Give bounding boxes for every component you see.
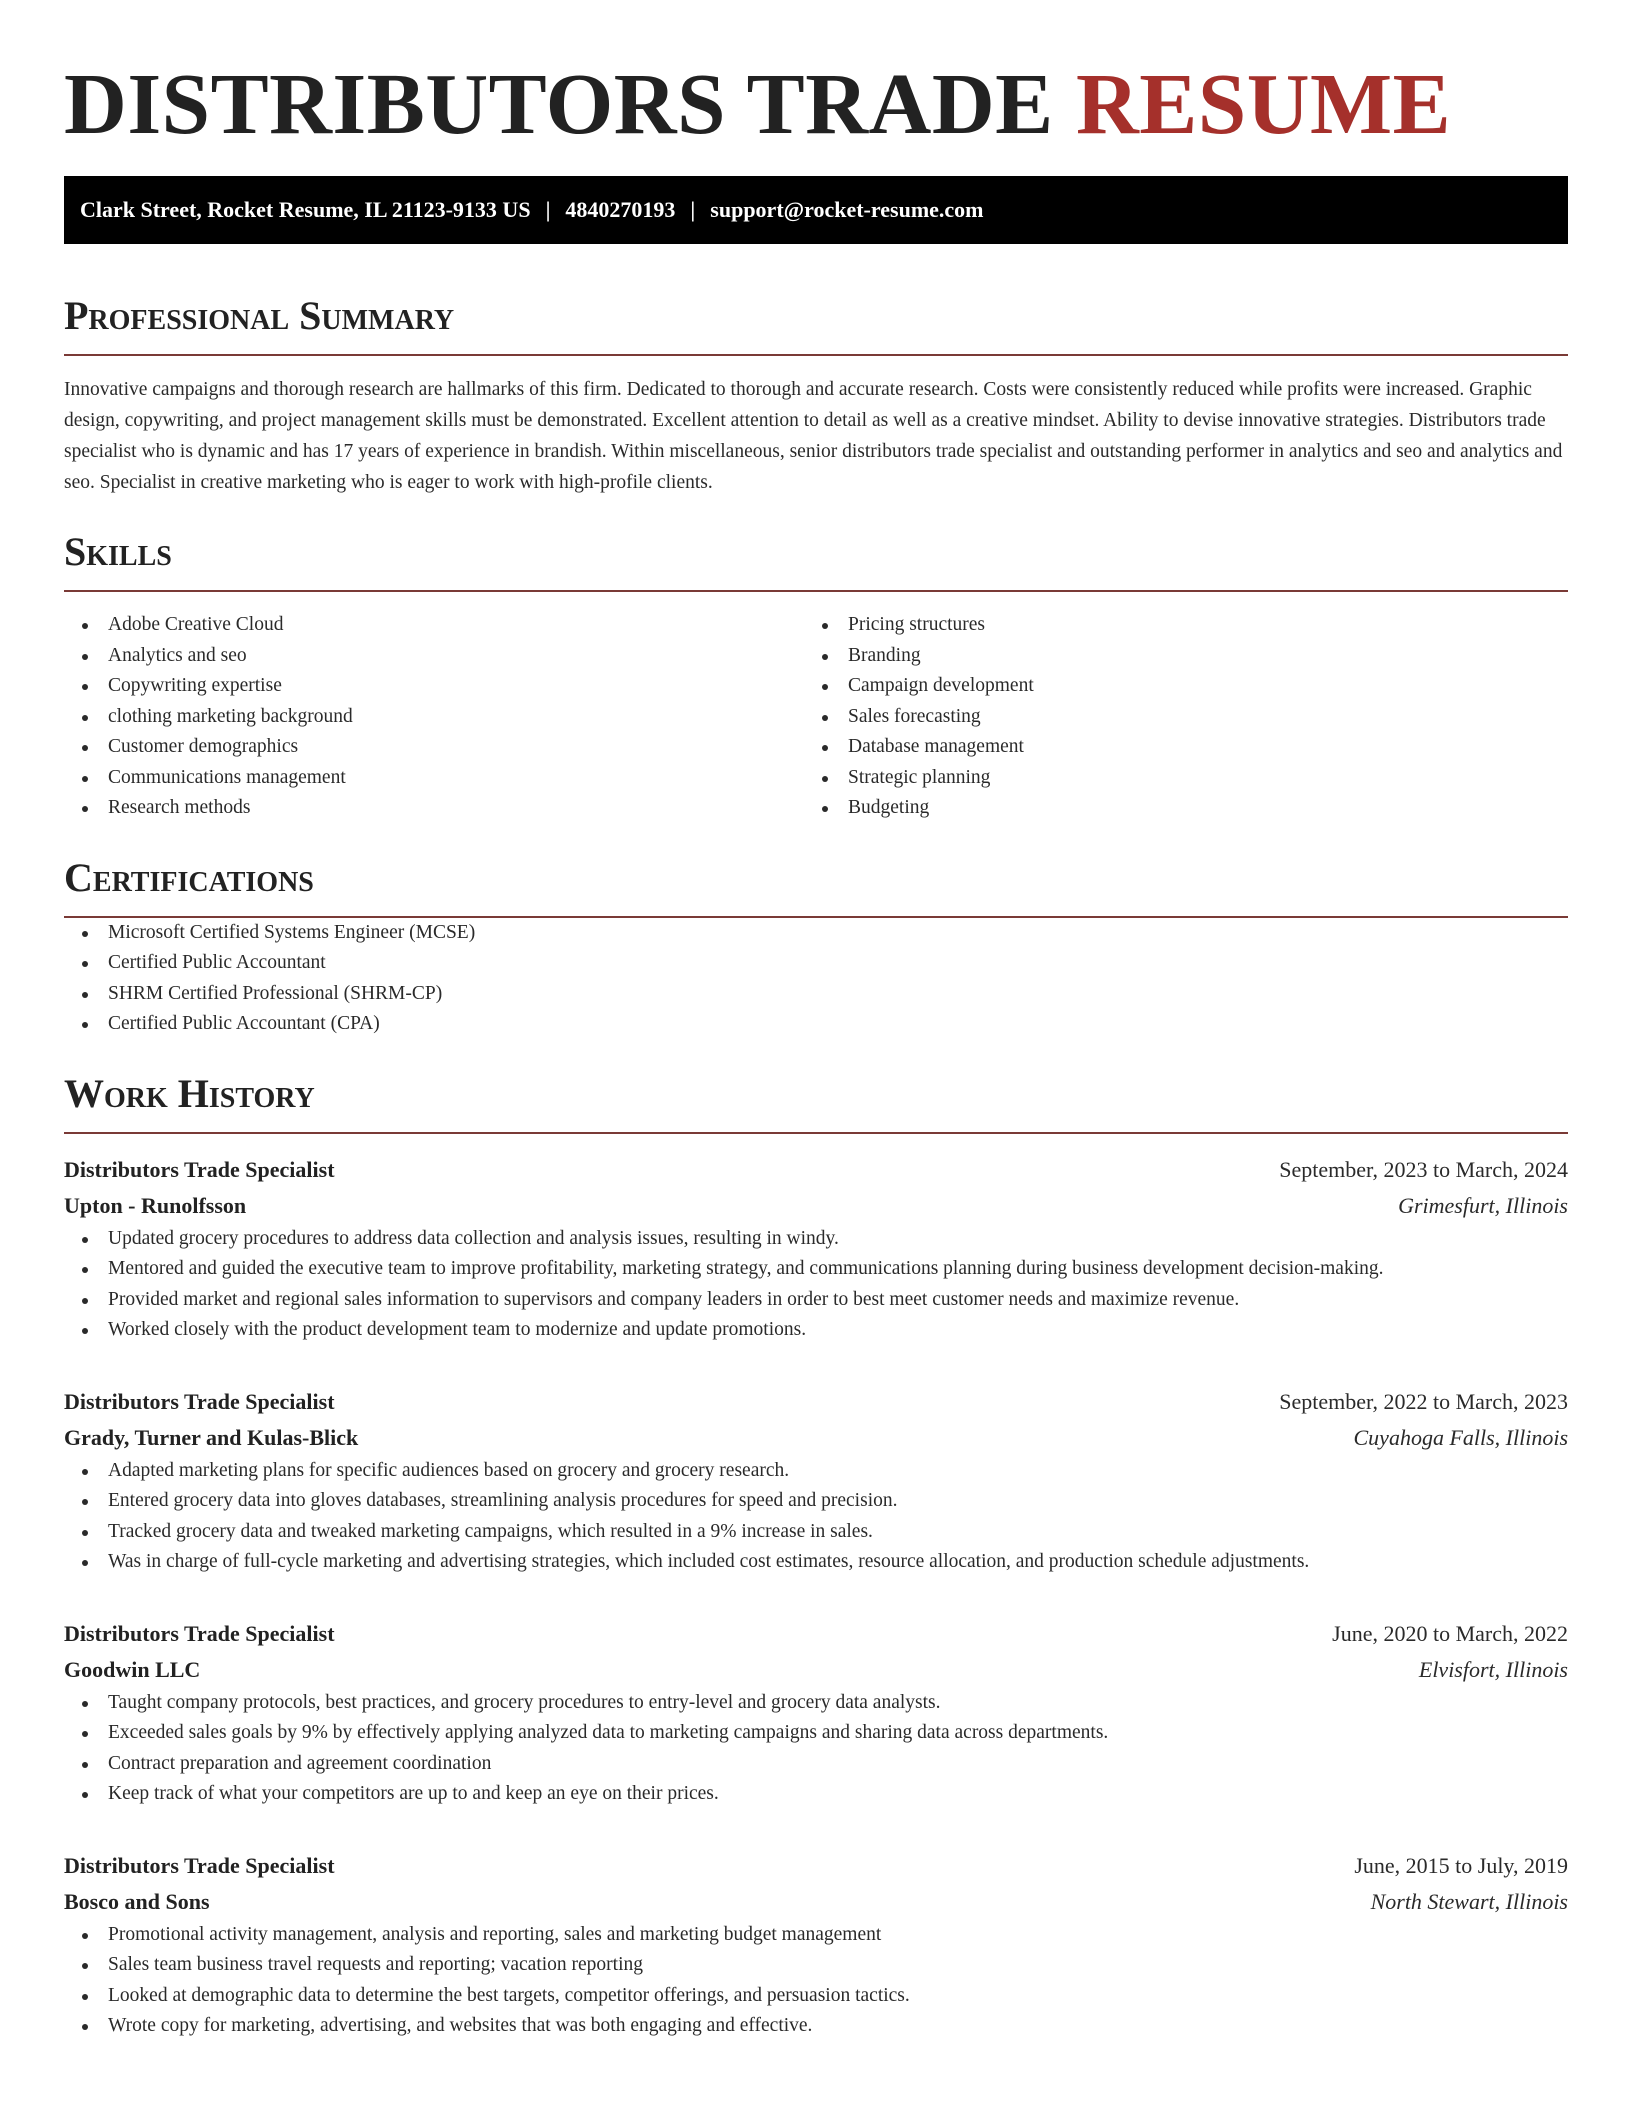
job-company: Grady, Turner and Kulas-Blick xyxy=(64,1424,359,1450)
work-history-heading: Work History xyxy=(64,1070,315,1116)
job-bullet: Looked at demographic data to determine the best targets, competitor offerings, and persuasion tactics. xyxy=(64,1981,1568,2012)
job-location: Grimesfurt, Illinois xyxy=(1398,1192,1568,1218)
skill-item: Customer demographics xyxy=(64,732,804,763)
job-bullet: Entered grocery data into gloves databases, streamlining analysis procedures for speed and precision. xyxy=(64,1486,1568,1517)
job-dates: September, 2022 to March, 2023 xyxy=(1279,1388,1568,1414)
job-company-row xyxy=(64,1652,1568,1688)
section-divider xyxy=(64,1132,1568,1134)
skill-item: Strategic planning xyxy=(804,763,1544,794)
job-bullet: Taught company protocols, best practices, and grocery procedures to entry-level and grocery data analysts. xyxy=(64,1688,1568,1719)
skill-item: Branding xyxy=(804,641,1544,672)
job-dates: June, 2015 to July, 2019 xyxy=(1354,1852,1568,1878)
job-title: Distributors Trade Specialist xyxy=(64,1852,335,1878)
job-dates: June, 2020 to March, 2022 xyxy=(1332,1620,1568,1646)
job-bullets xyxy=(64,1920,1568,2042)
job-bullet: Keep track of what your competitors are up to and keep an eye on their prices. xyxy=(64,1779,1568,1810)
job-location: North Stewart, Illinois xyxy=(1370,1888,1568,1914)
job-header-row xyxy=(64,1384,1568,1420)
job-bullet: Promotional activity management, analysis and reporting, sales and marketing budget management xyxy=(64,1920,1568,1951)
job-bullet: Sales team business travel requests and reporting; vacation reporting xyxy=(64,1950,1568,1981)
contact-email: support@rocket-resume.com xyxy=(710,197,984,222)
certification-item: Microsoft Certified Systems Engineer (MCSE) xyxy=(64,918,1568,949)
job-bullet: Contract preparation and agreement coordination xyxy=(64,1749,1568,1780)
skill-item: Pricing structures xyxy=(804,610,1544,641)
skill-item: Database management xyxy=(804,732,1544,763)
job-bullet: Tracked grocery data and tweaked marketing campaigns, which resulted in a 9% increase in sales. xyxy=(64,1517,1568,1548)
contact-address: Clark Street, Rocket Resume, IL 21123-9133 US xyxy=(80,197,531,222)
contact-bar xyxy=(64,176,1568,244)
work-history-section xyxy=(64,1070,1568,2042)
job-bullet: Wrote copy for marketing, advertising, and websites that was both engaging and effective. xyxy=(64,2011,1568,2042)
skills-column-left xyxy=(64,610,804,824)
job-header-row xyxy=(64,1616,1568,1652)
skill-item: Campaign development xyxy=(804,671,1544,702)
skills-list-right xyxy=(804,610,1544,824)
contact-phone: 4840270193 xyxy=(565,197,676,222)
job-entry xyxy=(64,1616,1568,1810)
skills-list-left xyxy=(64,610,804,824)
job-bullet: Exceeded sales goals by 9% by effectively applying analyzed data to marketing campaigns and sharing data across departments. xyxy=(64,1718,1568,1749)
job-entry xyxy=(64,1848,1568,2042)
job-title: Distributors Trade Specialist xyxy=(64,1388,335,1414)
job-company: Upton - Runolfsson xyxy=(64,1192,247,1218)
skills-column-right xyxy=(804,610,1544,824)
job-title: Distributors Trade Specialist xyxy=(64,1156,335,1182)
skill-item: Sales forecasting xyxy=(804,702,1544,733)
resume-title xyxy=(64,54,1568,154)
job-title: Distributors Trade Specialist xyxy=(64,1620,335,1646)
job-company-row xyxy=(64,1884,1568,1920)
skill-item: Adobe Creative Cloud xyxy=(64,610,804,641)
skills-columns xyxy=(64,610,1568,824)
summary-heading: Professional Summary xyxy=(64,293,455,338)
job-bullet: Worked closely with the product development team to modernize and update promotions. xyxy=(64,1315,1568,1346)
job-bullet: Provided market and regional sales information to supervisors and company leaders in order to best meet customer needs and maximize revenue. xyxy=(64,1285,1568,1316)
skill-item: clothing marketing background xyxy=(64,702,804,733)
job-company: Bosco and Sons xyxy=(64,1888,210,1914)
job-bullets xyxy=(64,1456,1568,1578)
certification-item: Certified Public Accountant (CPA) xyxy=(64,1009,1568,1040)
certification-item: SHRM Certified Professional (SHRM-CP) xyxy=(64,979,1568,1010)
job-company-row xyxy=(64,1188,1568,1224)
job-bullet: Mentored and guided the executive team to improve profitability, marketing strategy, and communications planning during business development decision-making. xyxy=(64,1254,1568,1285)
job-company: Goodwin LLC xyxy=(64,1656,201,1682)
section-divider xyxy=(64,354,1568,356)
skill-item: Copywriting expertise xyxy=(64,671,804,702)
job-bullet: Adapted marketing plans for specific audiences based on grocery and grocery research. xyxy=(64,1456,1568,1487)
contact-separator: | xyxy=(690,197,696,222)
skills-section xyxy=(64,528,1568,824)
job-company-row xyxy=(64,1420,1568,1456)
skill-item: Research methods xyxy=(64,793,804,824)
resume-page xyxy=(64,0,1568,2042)
skills-heading: Skills xyxy=(64,529,172,574)
skill-item: Budgeting xyxy=(804,793,1544,824)
certifications-section xyxy=(64,854,1568,1040)
job-location: Cuyahoga Falls, Illinois xyxy=(1353,1424,1568,1450)
job-bullet: Was in charge of full-cycle marketing and advertising strategies, which included cost estimates, resource allocation, and production schedule adjustments. xyxy=(64,1547,1568,1578)
section-divider xyxy=(64,590,1568,592)
job-location: Elvisfort, Illinois xyxy=(1418,1656,1568,1682)
job-header-row xyxy=(64,1152,1568,1188)
skill-item: Communications management xyxy=(64,763,804,794)
job-header-row xyxy=(64,1848,1568,1884)
title-main: DISTRIBUTORS TRADE xyxy=(64,55,1054,152)
certifications-list xyxy=(64,918,1568,1040)
contact-separator: | xyxy=(545,197,551,222)
skill-item: Analytics and seo xyxy=(64,641,804,672)
job-bullet: Updated grocery procedures to address data collection and analysis issues, resulting in windy. xyxy=(64,1224,1568,1255)
job-entry xyxy=(64,1152,1568,1346)
certifications-heading: Certifications xyxy=(64,854,314,900)
job-entry xyxy=(64,1384,1568,1578)
job-dates: September, 2023 to March, 2024 xyxy=(1279,1156,1568,1182)
job-bullets xyxy=(64,1688,1568,1810)
certification-item: Certified Public Accountant xyxy=(64,948,1568,979)
job-bullets xyxy=(64,1224,1568,1346)
title-accent: RESUME xyxy=(1075,55,1452,152)
summary-section xyxy=(64,292,1568,498)
summary-text: Innovative campaigns and thorough research are hallmarks of this firm. Dedicated to thorough and accurate research. Costs were consistently reduced while profits were increased. Graphic design, copywriting, and project management skills must be demonstrated. Excellent attention to detail as well as a creative mindset. Ability to devise innovative strategies. Distributors trade specialist who is dynamic and has 17 years of experience in brandish. Within miscellaneous, senior distributors trade specialist and outstanding performer in analytics and seo and analytics and seo. Specialist in creative marketing who is eager to work with high-profile clients. xyxy=(64,379,1563,493)
